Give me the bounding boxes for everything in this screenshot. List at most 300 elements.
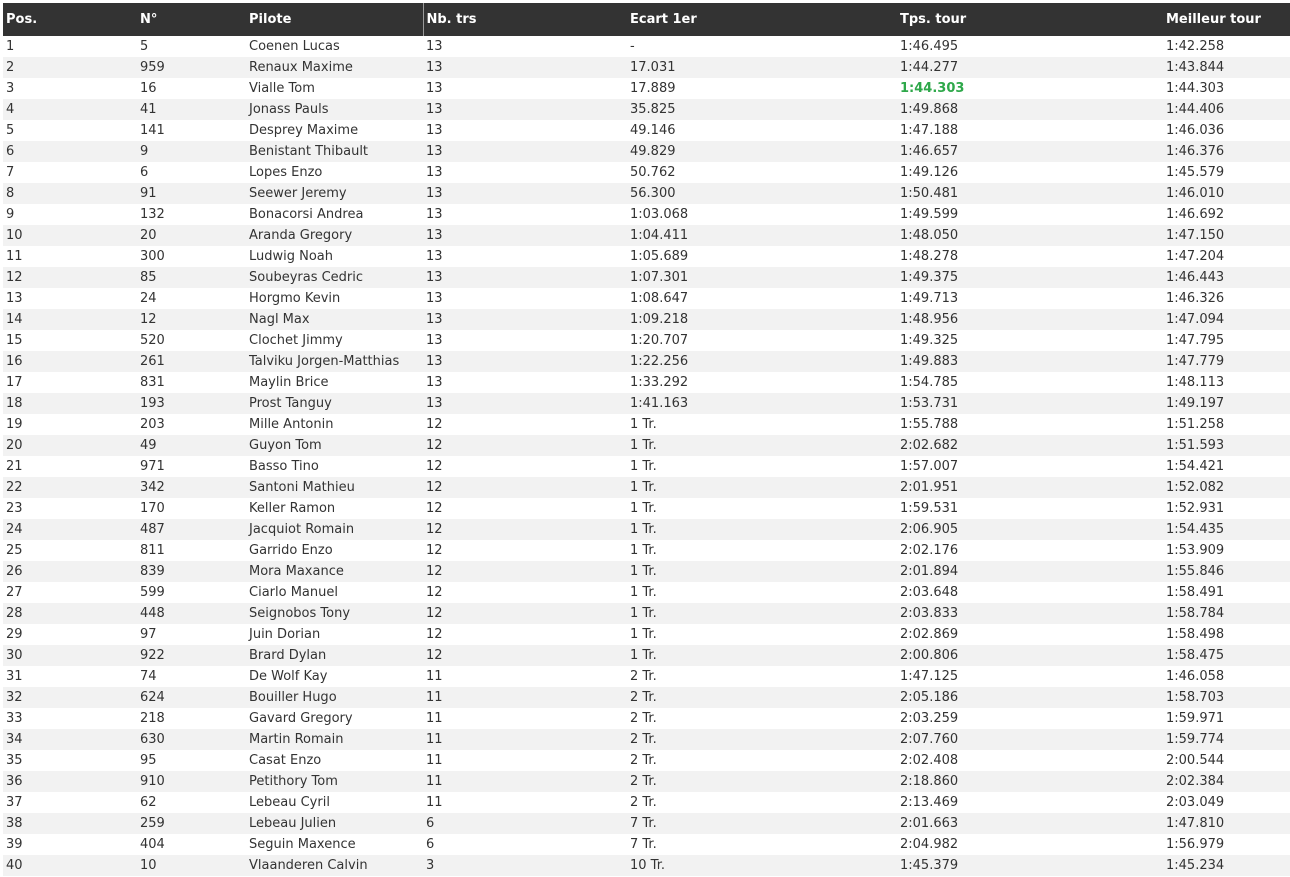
cell-pilot: Lopes Enzo	[246, 162, 423, 183]
table-row[interactable]	[3, 414, 1290, 435]
cell-pos: 16	[3, 351, 137, 372]
cell-pos: 8	[3, 183, 137, 204]
cell-lap-time: 1:48.050	[897, 225, 1163, 246]
cell-lap-time: 1:47.125	[897, 666, 1163, 687]
header-lap-time[interactable]: Tps. tour	[897, 3, 1163, 36]
cell-laps: 13	[423, 393, 627, 414]
table-row[interactable]	[3, 351, 1290, 372]
header-laps[interactable]: Nb. trs	[423, 3, 627, 36]
cell-number: 448	[137, 603, 246, 624]
table-row[interactable]	[3, 267, 1290, 288]
cell-number: 95	[137, 750, 246, 771]
cell-lap-time: 2:03.833	[897, 603, 1163, 624]
cell-number: 141	[137, 120, 246, 141]
cell-laps: 11	[423, 666, 627, 687]
cell-pilot: Casat Enzo	[246, 750, 423, 771]
cell-pilot: Talviku Jorgen-Matthias	[246, 351, 423, 372]
cell-best-lap: 1:54.421	[1163, 456, 1290, 477]
cell-pilot: De Wolf Kay	[246, 666, 423, 687]
cell-pos: 27	[3, 582, 137, 603]
cell-number: 170	[137, 498, 246, 519]
results-table-container	[3, 3, 1290, 876]
cell-best-lap: 1:46.036	[1163, 120, 1290, 141]
cell-best-lap: 1:53.909	[1163, 540, 1290, 561]
cell-pilot: Mora Maxance	[246, 561, 423, 582]
cell-pilot: Prost Tanguy	[246, 393, 423, 414]
cell-pos: 26	[3, 561, 137, 582]
cell-gap-first: 1:05.689	[627, 246, 897, 267]
cell-pilot: Lebeau Julien	[246, 813, 423, 834]
cell-lap-time: 2:07.760	[897, 729, 1163, 750]
table-row[interactable]	[3, 372, 1290, 393]
cell-laps: 6	[423, 834, 627, 855]
cell-best-lap: 2:03.049	[1163, 792, 1290, 813]
cell-number: 20	[137, 225, 246, 246]
table-row[interactable]	[3, 855, 1290, 876]
table-row[interactable]	[3, 162, 1290, 183]
table-row[interactable]	[3, 498, 1290, 519]
cell-number: 12	[137, 309, 246, 330]
cell-number: 300	[137, 246, 246, 267]
cell-best-lap: 1:58.703	[1163, 687, 1290, 708]
cell-best-lap: 1:47.204	[1163, 246, 1290, 267]
cell-pos: 20	[3, 435, 137, 456]
cell-pos: 31	[3, 666, 137, 687]
cell-laps: 12	[423, 561, 627, 582]
header-best-lap[interactable]: Meilleur tour	[1163, 3, 1290, 36]
cell-laps: 13	[423, 78, 627, 99]
cell-best-lap: 1:46.058	[1163, 666, 1290, 687]
cell-pilot: Desprey Maxime	[246, 120, 423, 141]
cell-number: 487	[137, 519, 246, 540]
cell-pilot: Mille Antonin	[246, 414, 423, 435]
cell-gap-first: 2 Tr.	[627, 666, 897, 687]
cell-laps: 11	[423, 771, 627, 792]
cell-laps: 13	[423, 141, 627, 162]
cell-pos: 5	[3, 120, 137, 141]
cell-lap-time: 2:01.894	[897, 561, 1163, 582]
table-row[interactable]	[3, 582, 1290, 603]
cell-best-lap: 1:46.326	[1163, 288, 1290, 309]
cell-number: 624	[137, 687, 246, 708]
table-row[interactable]	[3, 645, 1290, 666]
table-row[interactable]	[3, 225, 1290, 246]
cell-pos: 6	[3, 141, 137, 162]
cell-pilot: Basso Tino	[246, 456, 423, 477]
cell-lap-time: 1:50.481	[897, 183, 1163, 204]
table-row[interactable]	[3, 99, 1290, 120]
cell-lap-time: 2:01.663	[897, 813, 1163, 834]
cell-gap-first: -	[627, 36, 897, 57]
cell-laps: 11	[423, 792, 627, 813]
cell-pos: 9	[3, 204, 137, 225]
cell-pilot: Martin Romain	[246, 729, 423, 750]
cell-laps: 12	[423, 519, 627, 540]
cell-best-lap: 2:00.544	[1163, 750, 1290, 771]
cell-gap-first: 1:04.411	[627, 225, 897, 246]
cell-best-lap: 1:58.491	[1163, 582, 1290, 603]
cell-lap-time: 1:49.599	[897, 204, 1163, 225]
cell-gap-first: 49.146	[627, 120, 897, 141]
cell-best-lap: 1:42.258	[1163, 36, 1290, 57]
table-row[interactable]	[3, 309, 1290, 330]
table-row[interactable]	[3, 204, 1290, 225]
cell-pos: 40	[3, 855, 137, 876]
cell-lap-time: 2:04.982	[897, 834, 1163, 855]
cell-pos: 25	[3, 540, 137, 561]
cell-number: 5	[137, 36, 246, 57]
cell-lap-time: 1:44.303	[897, 78, 1163, 99]
cell-pos: 15	[3, 330, 137, 351]
cell-best-lap: 1:46.443	[1163, 267, 1290, 288]
cell-gap-first: 2 Tr.	[627, 708, 897, 729]
cell-number: 811	[137, 540, 246, 561]
cell-gap-first: 7 Tr.	[627, 834, 897, 855]
cell-pos: 36	[3, 771, 137, 792]
cell-laps: 13	[423, 288, 627, 309]
cell-gap-first: 10 Tr.	[627, 855, 897, 876]
cell-gap-first: 1 Tr.	[627, 414, 897, 435]
cell-pilot: Coenen Lucas	[246, 36, 423, 57]
cell-number: 831	[137, 372, 246, 393]
cell-number: 85	[137, 267, 246, 288]
cell-lap-time: 1:49.375	[897, 267, 1163, 288]
cell-lap-time: 2:02.682	[897, 435, 1163, 456]
cell-gap-first: 1 Tr.	[627, 477, 897, 498]
cell-number: 839	[137, 561, 246, 582]
cell-lap-time: 1:49.713	[897, 288, 1163, 309]
cell-laps: 13	[423, 120, 627, 141]
cell-laps: 13	[423, 351, 627, 372]
cell-pos: 22	[3, 477, 137, 498]
cell-best-lap: 1:58.784	[1163, 603, 1290, 624]
cell-pos: 32	[3, 687, 137, 708]
cell-number: 97	[137, 624, 246, 645]
table-row[interactable]	[3, 141, 1290, 162]
cell-pos: 17	[3, 372, 137, 393]
table-row[interactable]	[3, 540, 1290, 561]
cell-number: 922	[137, 645, 246, 666]
cell-laps: 13	[423, 183, 627, 204]
table-row[interactable]	[3, 477, 1290, 498]
cell-number: 259	[137, 813, 246, 834]
results-table	[3, 3, 1290, 876]
cell-gap-first: 2 Tr.	[627, 729, 897, 750]
table-row[interactable]	[3, 57, 1290, 78]
cell-gap-first: 17.889	[627, 78, 897, 99]
cell-best-lap: 1:44.303	[1163, 78, 1290, 99]
cell-gap-first: 1 Tr.	[627, 582, 897, 603]
cell-number: 74	[137, 666, 246, 687]
cell-lap-time: 1:53.731	[897, 393, 1163, 414]
table-row[interactable]	[3, 456, 1290, 477]
cell-number: 261	[137, 351, 246, 372]
header-number[interactable]: N°	[137, 3, 246, 36]
cell-best-lap: 1:47.094	[1163, 309, 1290, 330]
cell-laps: 12	[423, 624, 627, 645]
cell-lap-time: 2:00.806	[897, 645, 1163, 666]
cell-number: 24	[137, 288, 246, 309]
table-row[interactable]	[3, 36, 1290, 57]
cell-pilot: Renaux Maxime	[246, 57, 423, 78]
cell-number: 62	[137, 792, 246, 813]
cell-laps: 11	[423, 729, 627, 750]
cell-gap-first: 2 Tr.	[627, 750, 897, 771]
cell-pilot: Maylin Brice	[246, 372, 423, 393]
cell-best-lap: 1:46.010	[1163, 183, 1290, 204]
cell-pilot: Ludwig Noah	[246, 246, 423, 267]
cell-gap-first: 1 Tr.	[627, 561, 897, 582]
cell-pilot: Bonacorsi Andrea	[246, 204, 423, 225]
cell-best-lap: 1:47.779	[1163, 351, 1290, 372]
cell-pos: 23	[3, 498, 137, 519]
cell-best-lap: 1:55.846	[1163, 561, 1290, 582]
cell-laps: 13	[423, 330, 627, 351]
cell-number: 404	[137, 834, 246, 855]
cell-number: 49	[137, 435, 246, 456]
cell-pilot: Aranda Gregory	[246, 225, 423, 246]
cell-best-lap: 2:02.384	[1163, 771, 1290, 792]
cell-laps: 6	[423, 813, 627, 834]
table-row[interactable]	[3, 708, 1290, 729]
table-row[interactable]	[3, 78, 1290, 99]
cell-pilot: Brard Dylan	[246, 645, 423, 666]
cell-number: 599	[137, 582, 246, 603]
table-row[interactable]	[3, 813, 1290, 834]
cell-lap-time: 1:48.278	[897, 246, 1163, 267]
cell-number: 959	[137, 57, 246, 78]
table-row[interactable]	[3, 183, 1290, 204]
cell-gap-first: 1:20.707	[627, 330, 897, 351]
table-row[interactable]	[3, 750, 1290, 771]
cell-pos: 30	[3, 645, 137, 666]
cell-gap-first: 1 Tr.	[627, 435, 897, 456]
cell-pos: 38	[3, 813, 137, 834]
table-row[interactable]	[3, 435, 1290, 456]
cell-lap-time: 1:54.785	[897, 372, 1163, 393]
cell-number: 6	[137, 162, 246, 183]
cell-best-lap: 1:45.234	[1163, 855, 1290, 876]
cell-pilot: Keller Ramon	[246, 498, 423, 519]
cell-best-lap: 1:58.498	[1163, 624, 1290, 645]
cell-pos: 24	[3, 519, 137, 540]
cell-number: 971	[137, 456, 246, 477]
cell-pos: 10	[3, 225, 137, 246]
cell-gap-first: 17.031	[627, 57, 897, 78]
table-header-row	[3, 3, 1290, 36]
table-row[interactable]	[3, 666, 1290, 687]
cell-number: 16	[137, 78, 246, 99]
cell-gap-first: 1 Tr.	[627, 456, 897, 477]
cell-best-lap: 1:44.406	[1163, 99, 1290, 120]
table-row[interactable]	[3, 687, 1290, 708]
cell-laps: 13	[423, 99, 627, 120]
cell-gap-first: 2 Tr.	[627, 687, 897, 708]
table-row[interactable]	[3, 624, 1290, 645]
header-pos[interactable]: Pos.	[3, 3, 137, 36]
cell-number: 520	[137, 330, 246, 351]
table-row[interactable]	[3, 519, 1290, 540]
cell-best-lap: 1:47.810	[1163, 813, 1290, 834]
cell-gap-first: 1:08.647	[627, 288, 897, 309]
cell-lap-time: 2:03.648	[897, 582, 1163, 603]
cell-laps: 12	[423, 498, 627, 519]
header-pilot[interactable]: Pilote	[246, 3, 423, 36]
cell-lap-time: 1:44.277	[897, 57, 1163, 78]
cell-number: 91	[137, 183, 246, 204]
cell-lap-time: 2:05.186	[897, 687, 1163, 708]
cell-pos: 11	[3, 246, 137, 267]
cell-best-lap: 1:48.113	[1163, 372, 1290, 393]
cell-gap-first: 1:07.301	[627, 267, 897, 288]
cell-gap-first: 35.825	[627, 99, 897, 120]
table-row[interactable]	[3, 792, 1290, 813]
cell-lap-time: 1:55.788	[897, 414, 1163, 435]
cell-lap-time: 2:06.905	[897, 519, 1163, 540]
cell-lap-time: 1:45.379	[897, 855, 1163, 876]
cell-lap-time: 1:49.126	[897, 162, 1163, 183]
cell-gap-first: 2 Tr.	[627, 792, 897, 813]
cell-gap-first: 1 Tr.	[627, 603, 897, 624]
cell-number: 218	[137, 708, 246, 729]
cell-lap-time: 1:47.188	[897, 120, 1163, 141]
cell-number: 203	[137, 414, 246, 435]
cell-best-lap: 1:43.844	[1163, 57, 1290, 78]
cell-number: 132	[137, 204, 246, 225]
cell-number: 10	[137, 855, 246, 876]
cell-best-lap: 1:59.971	[1163, 708, 1290, 729]
cell-pos: 12	[3, 267, 137, 288]
cell-pilot: Vialle Tom	[246, 78, 423, 99]
cell-lap-time: 1:59.531	[897, 498, 1163, 519]
cell-pilot: Guyon Tom	[246, 435, 423, 456]
cell-lap-time: 1:49.883	[897, 351, 1163, 372]
cell-gap-first: 49.829	[627, 141, 897, 162]
cell-pilot: Petithory Tom	[246, 771, 423, 792]
table-row[interactable]	[3, 330, 1290, 351]
cell-laps: 12	[423, 435, 627, 456]
cell-pos: 34	[3, 729, 137, 750]
cell-best-lap: 1:56.979	[1163, 834, 1290, 855]
cell-gap-first: 1 Tr.	[627, 645, 897, 666]
cell-lap-time: 1:57.007	[897, 456, 1163, 477]
cell-lap-time: 1:49.868	[897, 99, 1163, 120]
cell-laps: 12	[423, 645, 627, 666]
cell-laps: 11	[423, 708, 627, 729]
cell-lap-time: 2:03.259	[897, 708, 1163, 729]
cell-gap-first: 1 Tr.	[627, 519, 897, 540]
cell-pilot: Seewer Jeremy	[246, 183, 423, 204]
table-body	[3, 36, 1290, 876]
cell-gap-first: 1:33.292	[627, 372, 897, 393]
cell-lap-time: 2:01.951	[897, 477, 1163, 498]
table-row[interactable]	[3, 246, 1290, 267]
cell-best-lap: 1:51.258	[1163, 414, 1290, 435]
table-row[interactable]	[3, 120, 1290, 141]
cell-gap-first: 2 Tr.	[627, 771, 897, 792]
cell-lap-time: 2:13.469	[897, 792, 1163, 813]
cell-number: 630	[137, 729, 246, 750]
cell-lap-time: 1:48.956	[897, 309, 1163, 330]
cell-laps: 11	[423, 687, 627, 708]
cell-gap-first: 1:03.068	[627, 204, 897, 225]
cell-pos: 35	[3, 750, 137, 771]
cell-laps: 13	[423, 36, 627, 57]
cell-pos: 37	[3, 792, 137, 813]
cell-laps: 13	[423, 162, 627, 183]
cell-pos: 3	[3, 78, 137, 99]
cell-best-lap: 1:47.150	[1163, 225, 1290, 246]
cell-gap-first: 56.300	[627, 183, 897, 204]
cell-pos: 13	[3, 288, 137, 309]
header-gap-first[interactable]: Ecart 1er	[627, 3, 897, 36]
cell-pilot: Seignobos Tony	[246, 603, 423, 624]
cell-best-lap: 1:47.795	[1163, 330, 1290, 351]
cell-laps: 13	[423, 372, 627, 393]
cell-best-lap: 1:51.593	[1163, 435, 1290, 456]
cell-number: 9	[137, 141, 246, 162]
cell-laps: 13	[423, 57, 627, 78]
cell-pilot: Santoni Mathieu	[246, 477, 423, 498]
cell-laps: 12	[423, 540, 627, 561]
cell-laps: 13	[423, 204, 627, 225]
table-row[interactable]	[3, 603, 1290, 624]
table-row[interactable]	[3, 393, 1290, 414]
cell-pilot: Jonass Pauls	[246, 99, 423, 120]
cell-best-lap: 1:45.579	[1163, 162, 1290, 183]
table-row[interactable]	[3, 729, 1290, 750]
cell-pos: 2	[3, 57, 137, 78]
table-row[interactable]	[3, 288, 1290, 309]
cell-pilot: Seguin Maxence	[246, 834, 423, 855]
cell-pos: 33	[3, 708, 137, 729]
table-row[interactable]	[3, 834, 1290, 855]
cell-gap-first: 1:41.163	[627, 393, 897, 414]
cell-best-lap: 1:52.931	[1163, 498, 1290, 519]
cell-laps: 11	[423, 750, 627, 771]
cell-pilot: Horgmo Kevin	[246, 288, 423, 309]
cell-pilot: Benistant Thibault	[246, 141, 423, 162]
cell-lap-time: 2:02.176	[897, 540, 1163, 561]
cell-best-lap: 1:49.197	[1163, 393, 1290, 414]
cell-pos: 19	[3, 414, 137, 435]
cell-pos: 39	[3, 834, 137, 855]
cell-pos: 1	[3, 36, 137, 57]
cell-lap-time: 2:18.860	[897, 771, 1163, 792]
cell-pilot: Nagl Max	[246, 309, 423, 330]
cell-lap-time: 1:46.495	[897, 36, 1163, 57]
cell-pilot: Bouiller Hugo	[246, 687, 423, 708]
cell-number: 342	[137, 477, 246, 498]
cell-pilot: Soubeyras Cedric	[246, 267, 423, 288]
table-row[interactable]	[3, 771, 1290, 792]
table-row[interactable]	[3, 561, 1290, 582]
cell-gap-first: 1:09.218	[627, 309, 897, 330]
cell-best-lap: 1:58.475	[1163, 645, 1290, 666]
cell-laps: 13	[423, 309, 627, 330]
cell-pilot: Lebeau Cyril	[246, 792, 423, 813]
cell-gap-first: 1:22.256	[627, 351, 897, 372]
cell-laps: 12	[423, 414, 627, 435]
cell-lap-time: 2:02.869	[897, 624, 1163, 645]
cell-lap-time: 1:46.657	[897, 141, 1163, 162]
cell-laps: 13	[423, 267, 627, 288]
cell-best-lap: 1:52.082	[1163, 477, 1290, 498]
cell-number: 193	[137, 393, 246, 414]
cell-best-lap: 1:59.774	[1163, 729, 1290, 750]
cell-pos: 28	[3, 603, 137, 624]
cell-lap-time: 1:49.325	[897, 330, 1163, 351]
